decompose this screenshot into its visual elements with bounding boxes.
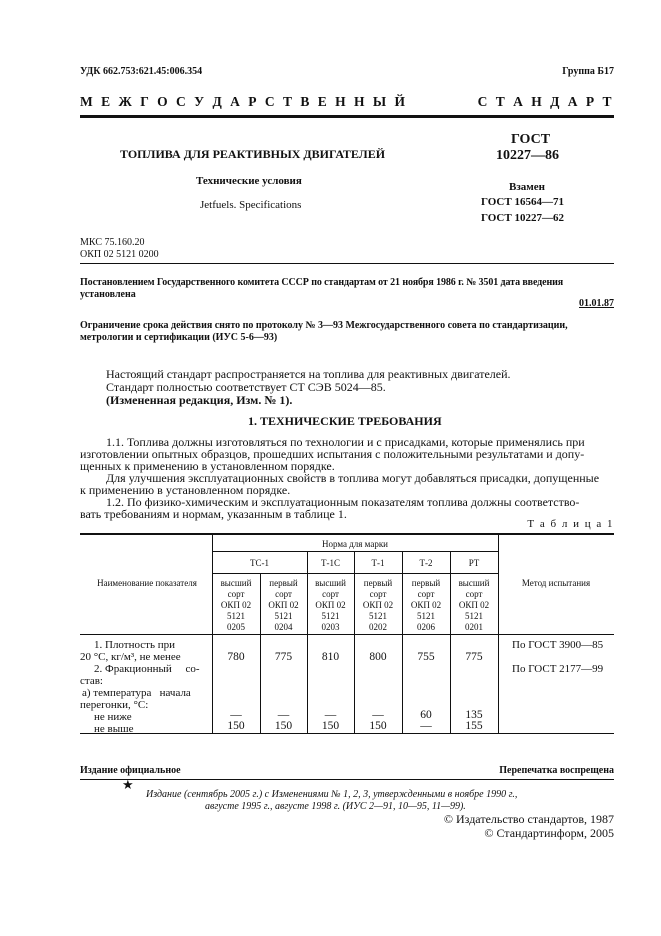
grade-cell <box>402 578 450 633</box>
row-density-value: 800 <box>369 651 387 663</box>
grade-line: высший <box>315 578 346 588</box>
decree-line-2: установлена <box>80 289 136 300</box>
brand-t2: Т-2 <box>419 558 433 568</box>
grade-line: сорт <box>465 589 483 599</box>
table-header-rule <box>80 634 614 635</box>
gost-number: 10227—86 <box>496 148 559 163</box>
brand-t1: Т-1 <box>371 558 385 568</box>
mks-code: МКС 75.160.20 <box>80 237 145 248</box>
star-icon: ★ <box>122 777 134 792</box>
row-density-value: 780 <box>227 651 245 663</box>
para-2-line-2: к применению в установленном порядке. <box>80 483 291 497</box>
row-density-value: 775 <box>274 651 293 663</box>
row-min-value: — <box>372 709 384 721</box>
para-3-line-1: 1.2. По физико-химическим и эксплуатационным показателям топлива должны соответство- <box>106 495 580 509</box>
para-1-line-1: 1.1. Топлива должны изготовляться по технологии и с присадками, которые применялись при <box>106 435 585 449</box>
row-density-value: 775 <box>465 651 483 663</box>
edition-line-1: Издание (сентябрь 2005 г.) с Изменениями № 1, 2, 3, утвержденными в ноябре 1990 г., <box>146 789 518 800</box>
row-min-value: 60 <box>420 709 432 721</box>
grade-line: ОКП 02 <box>458 600 490 610</box>
grade-line: 5121 <box>227 611 245 621</box>
table-brand-rule <box>212 573 498 574</box>
banner-rule <box>80 115 614 118</box>
row-max-value: 150 <box>369 720 387 732</box>
row-density-name <box>80 639 210 663</box>
banner-right: С Т А Н Д А Р Т <box>477 94 614 109</box>
para-2-line-1: Для улучшения эксплуатационных свойств в топлива могут добавляться присадки, допущенные <box>106 471 600 485</box>
replace-gost-1: ГОСТ 16564—71 <box>481 196 564 208</box>
para-3-line-2: вать требованиям и нормам, указанным в таблице 1. <box>80 507 347 521</box>
row-min-value: — <box>324 709 337 721</box>
grade-cell <box>212 578 260 633</box>
para-1-line-2: изготовлении опытных образцов, прошедших испытания с положительными результатами и допу- <box>80 447 585 461</box>
replace-gost-2: ГОСТ 10227—62 <box>481 212 564 224</box>
replace-label: Взамен <box>509 181 545 193</box>
grade-line: первый <box>363 578 393 588</box>
copyright-1: © Издательство стандартов, 1987 <box>443 812 614 826</box>
row-fraction-sub-line: а) температура начала <box>82 687 191 699</box>
grade-line: ОКП 02 <box>268 600 299 610</box>
grade-cell <box>450 578 498 633</box>
section-heading: 1. ТЕХНИЧЕСКИЕ ТРЕБОВАНИЯ <box>248 414 442 428</box>
brand-t1s: Т-1С <box>321 558 340 568</box>
row-fraction-sub-line: перегонки, °С: <box>80 699 149 711</box>
grade-line: первый <box>411 578 441 588</box>
grade-line: 5121 <box>321 611 340 621</box>
codes-rule <box>80 263 614 264</box>
grade-line: сорт <box>322 589 339 599</box>
intro-line-3: (Измененная редакция, Изм. № 1). <box>106 393 293 407</box>
grade-line: 0201 <box>465 622 483 632</box>
grade-line: 5121 <box>417 611 435 621</box>
row-density-method: По ГОСТ 3900—85 <box>512 639 604 651</box>
grade-line: ОКП 02 <box>410 600 442 610</box>
row-min-value: 135 <box>465 709 483 721</box>
intro-line-2: Стандарт полностью соответствует СТ СЭВ 5024—85. <box>106 380 386 394</box>
grade-line: 0202 <box>369 622 387 632</box>
reprint-notice: Перепечатка воспрещена <box>499 765 614 776</box>
row-fraction-name-line: 2. Фракционный со- <box>94 663 200 675</box>
grade-cell <box>354 578 402 633</box>
introduction-date: 01.01.87 <box>579 298 614 309</box>
para-1-line-3: щенных к применению в установленном порядке. <box>80 459 335 473</box>
doc-english-title: Jetfuels. Specifications <box>200 199 302 211</box>
row-max-value: — <box>420 720 432 732</box>
row-max-label: не выше <box>94 723 134 735</box>
row-fraction-name <box>80 663 210 735</box>
row-max-value: 150 <box>274 720 293 732</box>
grade-line: 0204 <box>274 622 293 632</box>
grade-cell <box>307 578 354 633</box>
row-density-name-line: 1. Плотность при <box>94 639 175 651</box>
grade-line: 0206 <box>417 622 435 632</box>
row-max-value: 150 <box>227 720 245 732</box>
limitation-line-2: метрологии и сертификации (ИУС 5-6—93) <box>80 332 278 343</box>
row-fraction-method: По ГОСТ 2177—99 <box>512 663 604 675</box>
table-caption: Т а б л и ц а 1 <box>527 518 614 530</box>
grade-line: сорт <box>275 589 292 599</box>
table-norm-rule <box>212 551 498 552</box>
row-density-name-line: 20 °С, кг/м³, не менее <box>80 651 181 663</box>
intro-line-1: Настоящий стандарт распространяется на топлива для реактивных двигателей. <box>106 367 511 381</box>
copyright-2: © Стандартинформ, 2005 <box>484 826 614 840</box>
row-density-value: 755 <box>417 651 435 663</box>
grade-line: высший <box>220 578 252 588</box>
row-max-value: 150 <box>321 720 340 732</box>
grade-line: первый <box>269 578 298 588</box>
udk-code: УДК 662.753:621.45:006.354 <box>80 66 203 77</box>
row-max-value: 155 <box>465 720 483 732</box>
grade-line: сорт <box>369 589 387 599</box>
edition-line-2: августе 1995 г., августе 1998 г. (ИУС 2—91, 10—95, 11—99). <box>205 801 466 812</box>
row-fraction-name-line: став: <box>80 675 103 687</box>
grade-line: 0203 <box>321 622 340 632</box>
table-top-rule <box>80 533 614 535</box>
okp-code: ОКП 02 5121 0200 <box>80 249 159 260</box>
brand-rt: РТ <box>468 558 480 568</box>
col-method-header: Метод испытания <box>521 578 591 588</box>
grade-line: ОКП 02 <box>315 600 346 610</box>
decree-line-1: Постановлением Государственного комитета СССР по стандартам от 21 ноября 1986 г. № 3501 дата введения <box>80 277 564 288</box>
row-min-value: — <box>230 709 242 721</box>
grade-line: сорт <box>417 589 435 599</box>
grade-line: 5121 <box>274 611 293 621</box>
grade-line: высший <box>458 578 490 588</box>
banner-left: М Е Ж Г О С У Д А Р С Т В Е Н Н Ы Й <box>80 94 408 109</box>
col-norm-header: Норма для марки <box>321 539 389 549</box>
row-min-value: — <box>277 709 290 721</box>
col-indicator-header: Наименование показателя <box>97 578 197 588</box>
table-vline <box>498 534 499 733</box>
grade-line: ОКП 02 <box>220 600 252 610</box>
gost-label: ГОСТ <box>511 132 551 147</box>
group-code: Группа Б17 <box>562 66 614 77</box>
brand-ts1: ТС-1 <box>250 558 269 568</box>
row-density-value: 810 <box>321 651 340 663</box>
official-edition-label: Издание официальное <box>80 765 181 776</box>
limitation-line-1: Ограничение срока действия снято по протоколу № 3—93 Межгосударственного совета по стандартизации, <box>80 320 568 331</box>
doc-title: ТОПЛИВА ДЛЯ РЕАКТИВНЫХ ДВИГАТЕЛЕЙ <box>120 147 386 161</box>
grade-line: сорт <box>227 589 245 599</box>
footer-rule <box>80 779 614 780</box>
doc-subtitle: Технические условия <box>196 175 302 187</box>
grade-line: ОКП 02 <box>362 600 394 610</box>
grade-cell <box>260 578 307 633</box>
grade-line: 0205 <box>227 622 245 632</box>
grade-line: 5121 <box>369 611 387 621</box>
grade-line: 5121 <box>465 611 483 621</box>
row-min-label: не ниже <box>94 711 132 723</box>
